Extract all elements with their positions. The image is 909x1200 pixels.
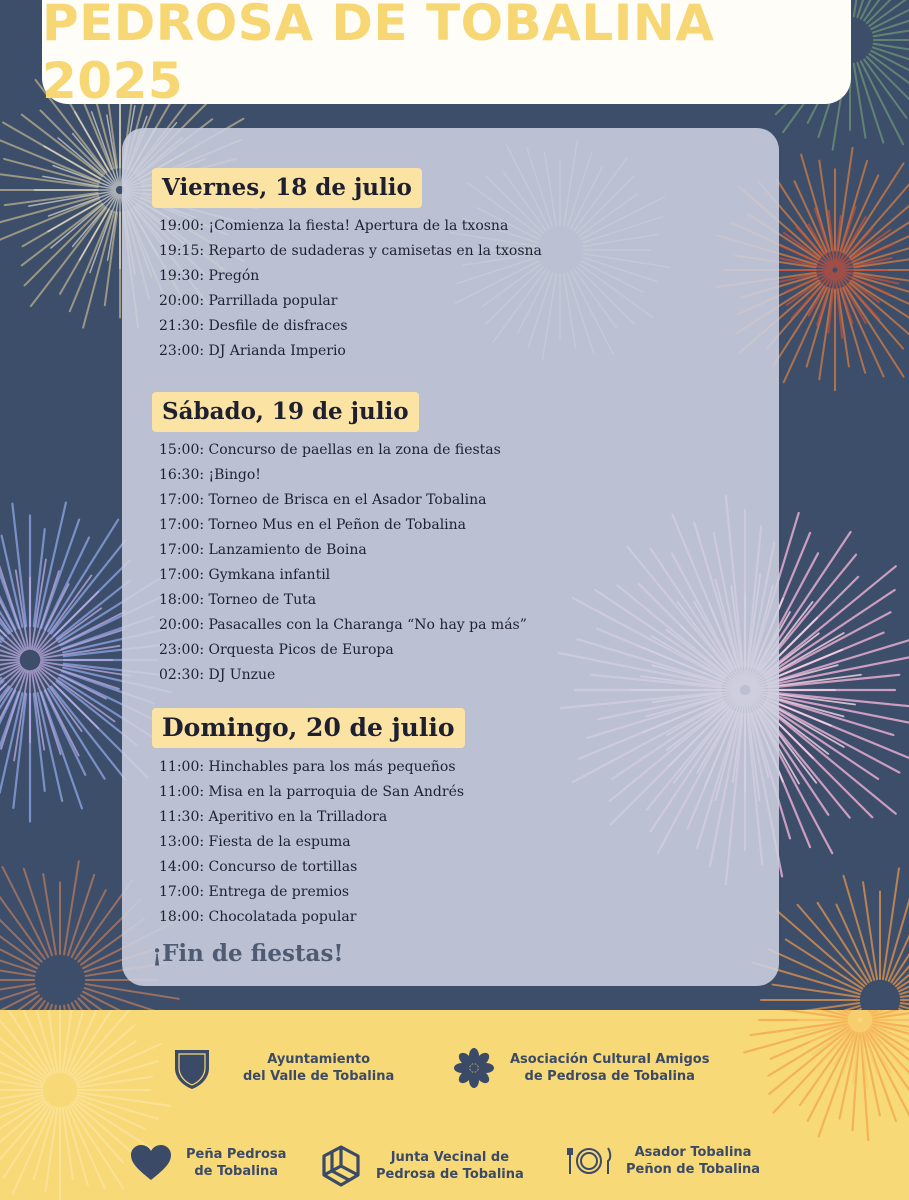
event-list-sunday xyxy=(159,755,464,930)
sponsor-ayuntamiento xyxy=(173,1046,394,1090)
list-item: 19:15: Reparto de sudaderas y camisetas en la txosna xyxy=(159,243,542,259)
closing-text: ¡Fin de fiestas! xyxy=(152,940,344,967)
list-item: 17:00: Gymkana infantil xyxy=(159,567,331,583)
sponsor-asociacion-cultural xyxy=(452,1046,709,1090)
sponsor-line: Peñon de Tobalina xyxy=(626,1162,761,1177)
list-item: 19:30: Pregón xyxy=(159,268,260,284)
list-item: 17:00: Lanzamiento de Boina xyxy=(159,542,367,558)
list-item: 18:00: Chocolatada popular xyxy=(159,909,357,925)
list-item: 20:00: Pasacalles con la Charanga “No hay pa más” xyxy=(159,617,527,633)
list-item: 20:00: Parrillada popular xyxy=(159,293,338,309)
sponsor-line: Asociación Cultural Amigos xyxy=(510,1052,710,1067)
sponsor-line: Junta Vecinal de xyxy=(390,1150,510,1165)
event-list-friday xyxy=(159,214,542,364)
list-item: 15:00: Concurso de paellas en la zona de fiestas xyxy=(159,442,501,458)
list-item: 11:00: Misa en la parroquia de San Andrés xyxy=(159,784,465,800)
list-item: 18:00: Torneo de Tuta xyxy=(159,592,317,608)
heart-icon xyxy=(130,1144,172,1182)
list-item: 17:00: Entrega de premios xyxy=(159,884,350,900)
flower-icon xyxy=(452,1046,496,1090)
list-item: 11:00: Hinchables para los más pequeños xyxy=(159,759,456,775)
list-item: 13:00: Fiesta de la espuma xyxy=(159,834,351,850)
sponsor-line: de Pedrosa de Tobalina xyxy=(524,1069,695,1084)
list-item: 23:00: Orquesta Picos de Europa xyxy=(159,642,394,658)
day-heading-friday: Viernes, 18 de julio xyxy=(152,168,422,208)
plate-cutlery-icon xyxy=(566,1145,612,1177)
list-item: 21:30: Desfile de disfraces xyxy=(159,318,348,334)
sponsors-footer xyxy=(0,1010,909,1200)
shield-icon xyxy=(173,1046,211,1090)
sponsor-line: de Tobalina xyxy=(194,1164,279,1179)
page-title: PEDROSA DE TOBALINA 2025 xyxy=(42,0,715,110)
firework-burst xyxy=(0,560,130,761)
sponsor-line: Asador Tobalina xyxy=(634,1145,752,1160)
event-list-saturday xyxy=(159,438,527,688)
list-item: 11:30: Aperitivo en la Trilladora xyxy=(159,809,388,825)
list-item: 17:00: Torneo de Brisca en el Asador Tobalina xyxy=(159,492,487,508)
list-item: 14:00: Concurso de tortillas xyxy=(159,859,358,875)
program-card xyxy=(122,128,779,986)
sponsor-asador-tobalina xyxy=(566,1144,760,1178)
list-item: 23:00: DJ Arianda Imperio xyxy=(159,343,346,359)
list-item: 16:30: ¡Bingo! xyxy=(159,467,261,483)
sponsor-line: Pedrosa de Tobalina xyxy=(376,1167,524,1182)
title-banner xyxy=(42,0,851,110)
sponsor-junta-vecinal xyxy=(320,1144,524,1188)
sponsor-line: Peña Pedrosa xyxy=(186,1147,287,1162)
list-item: 19:00: ¡Comienza la fiesta! Apertura de la txosna xyxy=(159,218,509,234)
sponsor-pena-pedrosa xyxy=(130,1144,286,1182)
day-heading-saturday: Sábado, 19 de julio xyxy=(152,392,419,432)
sponsor-line: Ayuntamiento xyxy=(267,1052,371,1067)
cube-icon xyxy=(320,1144,362,1188)
sponsor-line: del Valle de Tobalina xyxy=(243,1069,395,1084)
list-item: 17:00: Torneo Mus en el Peñon de Tobalina xyxy=(159,517,467,533)
list-item: 02:30: DJ Unzue xyxy=(159,667,276,683)
day-heading-sunday: Domingo, 20 de julio xyxy=(152,708,465,748)
